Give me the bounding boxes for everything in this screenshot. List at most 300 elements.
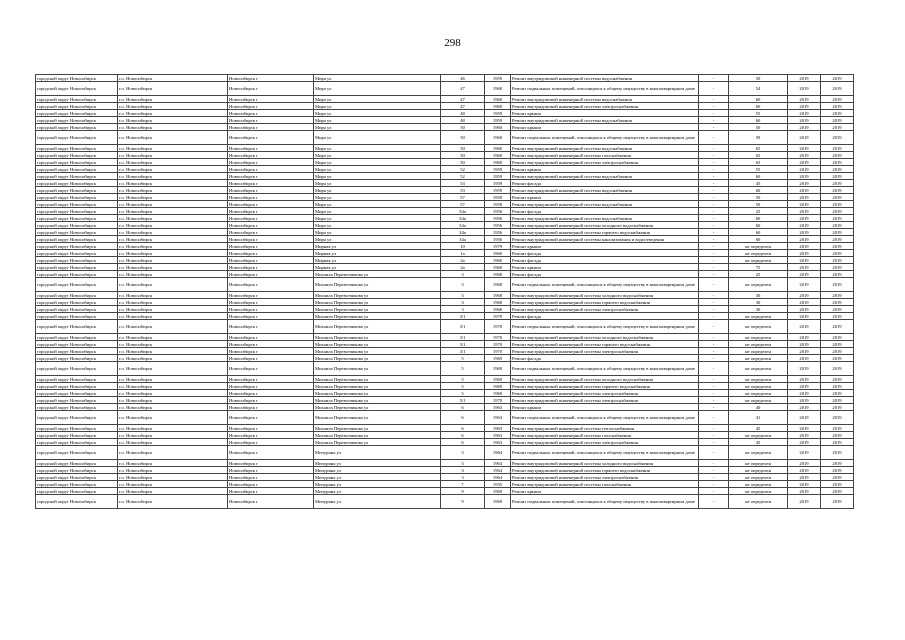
district-cell: городской округ Новосибирск	[36, 75, 118, 82]
locality-cell: Новосибирск г	[228, 355, 314, 362]
start-year-cell: 2019	[788, 264, 821, 271]
house-cell: 3/1	[441, 348, 485, 355]
district-cell: городской округ Новосибирск	[36, 383, 118, 390]
house-cell: 48	[441, 117, 485, 124]
work-type-cell: Ремонт внутридомовой инженерной системы электроснабжения	[511, 348, 699, 355]
dash-cell: -	[699, 390, 729, 397]
end-year-cell: 2019	[821, 250, 854, 257]
year-cell: 1960	[485, 145, 511, 152]
dash-cell: -	[699, 411, 729, 425]
municipality-cell: г.о. Новосибирск	[118, 488, 228, 495]
end-year-cell: 2019	[821, 404, 854, 411]
work-type-cell: Ремонт внутридомовой инженерной системы горячего водоснабжения	[511, 467, 699, 474]
table-row	[36, 474, 854, 481]
cost-cell: 30	[729, 306, 788, 313]
street-cell: Мира ул	[314, 236, 441, 243]
start-year-cell: 2019	[788, 194, 821, 201]
locality-cell: Новосибирск г	[228, 341, 314, 348]
dash-cell: -	[699, 145, 729, 152]
dash-cell: -	[699, 159, 729, 166]
table-row	[36, 495, 854, 509]
work-type-cell: Ремонт подвальных помещений, относящихся к общему имуществу в многоквартирном доме	[511, 320, 699, 334]
cost-cell: не определен	[729, 467, 788, 474]
work-type-cell: Ремонт внутридомовой инженерной системы водоснабжения	[511, 215, 699, 222]
year-cell: 1960	[485, 124, 511, 131]
street-cell: Мира ул	[314, 215, 441, 222]
table-row	[36, 425, 854, 432]
locality-cell: Новосибирск г	[228, 383, 314, 390]
dash-cell: -	[699, 257, 729, 264]
municipality-cell: г.о. Новосибирск	[118, 362, 228, 376]
table-row	[36, 320, 854, 334]
table-row	[36, 397, 854, 404]
locality-cell: Новосибирск г	[228, 271, 314, 278]
work-type-cell: Ремонт крыши	[511, 110, 699, 117]
street-cell: Мира ул	[314, 145, 441, 152]
municipality-cell: г.о. Новосибирск	[118, 383, 228, 390]
work-type-cell: Ремонт внутридомовой инженерной системы холодного водоснабжения	[511, 334, 699, 341]
municipality-cell: г.о. Новосибирск	[118, 446, 228, 460]
municipality-cell: г.о. Новосибирск	[118, 264, 228, 271]
dash-cell: -	[699, 82, 729, 96]
dash-cell: -	[699, 271, 729, 278]
municipality-cell: г.о. Новосибирск	[118, 306, 228, 313]
table-row	[36, 96, 854, 103]
municipality-cell: г.о. Новосибирск	[118, 222, 228, 229]
end-year-cell: 2019	[821, 257, 854, 264]
street-cell: Михаила Перевозчикова ул	[314, 397, 441, 404]
municipality-cell: г.о. Новосибирск	[118, 495, 228, 509]
start-year-cell: 2019	[788, 341, 821, 348]
year-cell: 1968	[485, 299, 511, 306]
house-cell: 34а	[441, 215, 485, 222]
house-cell: 48	[441, 110, 485, 117]
house-cell: 3	[441, 460, 485, 467]
dash-cell: -	[699, 215, 729, 222]
table-row	[36, 145, 854, 152]
year-cell: 1964	[485, 467, 511, 474]
locality-cell: Новосибирск г	[228, 243, 314, 250]
table-row	[36, 152, 854, 159]
dash-cell: -	[699, 194, 729, 201]
street-cell: Мира ул	[314, 96, 441, 103]
end-year-cell: 2019	[821, 376, 854, 383]
locality-cell: Новосибирск г	[228, 201, 314, 208]
end-year-cell: 2019	[821, 355, 854, 362]
dash-cell: -	[699, 404, 729, 411]
municipality-cell: г.о. Новосибирск	[118, 215, 228, 222]
end-year-cell: 2019	[821, 96, 854, 103]
start-year-cell: 2019	[788, 103, 821, 110]
start-year-cell: 2019	[788, 131, 821, 145]
table-row	[36, 173, 854, 180]
table-row	[36, 355, 854, 362]
cost-cell: 65	[729, 145, 788, 152]
locality-cell: Новосибирск г	[228, 348, 314, 355]
street-cell: Михаила Перевозчикова ул	[314, 320, 441, 334]
table-row	[36, 236, 854, 243]
district-cell: городской округ Новосибирск	[36, 124, 118, 131]
street-cell: Мира ул	[314, 110, 441, 117]
district-cell: городской округ Новосибирск	[36, 313, 118, 320]
locality-cell: Новосибирск г	[228, 313, 314, 320]
district-cell: городской округ Новосибирск	[36, 180, 118, 187]
year-cell: 1960	[485, 264, 511, 271]
locality-cell: Новосибирск г	[228, 432, 314, 439]
house-cell: 2а	[441, 264, 485, 271]
dash-cell: -	[699, 250, 729, 257]
street-cell: Мичурина ул	[314, 474, 441, 481]
dash-cell: -	[699, 292, 729, 299]
house-cell: 5/1	[441, 397, 485, 404]
municipality-cell: г.о. Новосибирск	[118, 432, 228, 439]
locality-cell: Новосибирск г	[228, 390, 314, 397]
house-cell: 34а	[441, 222, 485, 229]
work-type-cell: Ремонт внутридомовой инженерной системы горячего водоснабжения	[511, 341, 699, 348]
year-cell: 1960	[485, 159, 511, 166]
start-year-cell: 2019	[788, 460, 821, 467]
year-cell: 1960	[485, 152, 511, 159]
municipality-cell: г.о. Новосибирск	[118, 411, 228, 425]
house-cell: 3	[441, 446, 485, 460]
end-year-cell: 2019	[821, 390, 854, 397]
district-cell: городской округ Новосибирск	[36, 306, 118, 313]
dash-cell: -	[699, 180, 729, 187]
house-cell: 47	[441, 96, 485, 103]
municipality-cell: г.о. Новосибирск	[118, 299, 228, 306]
municipality-cell: г.о. Новосибирск	[118, 320, 228, 334]
work-type-cell: Ремонт внутридомовой инженерной системы водоснабжения	[511, 201, 699, 208]
work-type-cell: Ремонт фасада	[511, 313, 699, 320]
house-cell: 3	[441, 271, 485, 278]
work-type-cell: Ремонт внутридомовой инженерной системы водоснабжения	[511, 75, 699, 82]
end-year-cell: 2019	[821, 341, 854, 348]
start-year-cell: 2019	[788, 348, 821, 355]
house-cell: 50	[441, 152, 485, 159]
dash-cell: -	[699, 166, 729, 173]
district-cell: городской округ Новосибирск	[36, 82, 118, 96]
work-type-cell: Ремонт крыши	[511, 166, 699, 173]
end-year-cell: 2019	[821, 397, 854, 404]
dash-cell: -	[699, 236, 729, 243]
locality-cell: Новосибирск г	[228, 306, 314, 313]
municipality-cell: г.о. Новосибирск	[118, 201, 228, 208]
work-type-cell: Ремонт внутридомовой инженерной системы электроснабжения	[511, 159, 699, 166]
end-year-cell: 2019	[821, 306, 854, 313]
start-year-cell: 2019	[788, 383, 821, 390]
year-cell: 1935	[485, 481, 511, 488]
house-cell: 3	[441, 292, 485, 299]
municipality-cell: г.о. Новосибирск	[118, 376, 228, 383]
street-cell: Мира ул	[314, 131, 441, 145]
start-year-cell: 2019	[788, 159, 821, 166]
end-year-cell: 2019	[821, 320, 854, 334]
cost-cell: 65	[729, 152, 788, 159]
end-year-cell: 2019	[821, 432, 854, 439]
district-cell: городской округ Новосибирск	[36, 271, 118, 278]
district-cell: городской округ Новосибирск	[36, 208, 118, 215]
dash-cell: -	[699, 208, 729, 215]
cost-cell: 50	[729, 201, 788, 208]
district-cell: городской округ Новосибирск	[36, 103, 118, 110]
locality-cell: Новосибирск г	[228, 110, 314, 117]
street-cell: Михаила Перевозчикова ул	[314, 362, 441, 376]
municipality-cell: г.о. Новосибирск	[118, 425, 228, 432]
work-type-cell: Ремонт внутридомовой инженерной системы электроснабжения	[511, 397, 699, 404]
house-cell: 1а	[441, 250, 485, 257]
year-cell: 1970	[485, 334, 511, 341]
dash-cell: -	[699, 467, 729, 474]
municipality-cell: г.о. Новосибирск	[118, 397, 228, 404]
dash-cell: -	[699, 124, 729, 131]
district-cell: городской округ Новосибирск	[36, 201, 118, 208]
dash-cell: -	[699, 75, 729, 82]
district-cell: городской округ Новосибирск	[36, 117, 118, 124]
table-row	[36, 306, 854, 313]
house-cell: 57	[441, 201, 485, 208]
district-cell: городской округ Новосибирск	[36, 432, 118, 439]
start-year-cell: 2019	[788, 495, 821, 509]
end-year-cell: 2019	[821, 201, 854, 208]
district-cell: городской округ Новосибирск	[36, 257, 118, 264]
year-cell: 1970	[485, 397, 511, 404]
work-type-cell: Ремонт подвальных помещений, относящихся к общему имуществу в многоквартирном доме	[511, 495, 699, 509]
work-type-cell: Ремонт внутридомовой инженерной системы холодного водоснабжения	[511, 460, 699, 467]
table-row	[36, 348, 854, 355]
district-cell: городской округ Новосибирск	[36, 460, 118, 467]
end-year-cell: 2019	[821, 313, 854, 320]
year-cell: 1979	[485, 243, 511, 250]
start-year-cell: 2019	[788, 404, 821, 411]
start-year-cell: 2019	[788, 390, 821, 397]
street-cell: Михаила Перевозчикова ул	[314, 411, 441, 425]
locality-cell: Новосибирск г	[228, 208, 314, 215]
locality-cell: Новосибирск г	[228, 474, 314, 481]
locality-cell: Новосибирск г	[228, 467, 314, 474]
end-year-cell: 2019	[821, 439, 854, 446]
municipality-cell: г.о. Новосибирск	[118, 355, 228, 362]
start-year-cell: 2019	[788, 257, 821, 264]
start-year-cell: 2019	[788, 397, 821, 404]
year-cell: 1960	[485, 131, 511, 145]
locality-cell: Новосибирск г	[228, 278, 314, 292]
table-row	[36, 446, 854, 460]
house-cell: 7	[441, 481, 485, 488]
locality-cell: Новосибирск г	[228, 117, 314, 124]
year-cell: 1963	[485, 425, 511, 432]
work-type-cell: Ремонт внутридомовой инженерной системы холодного водоснабжения	[511, 292, 699, 299]
cost-cell: не определен	[729, 257, 788, 264]
table-row	[36, 341, 854, 348]
house-cell: 6	[441, 404, 485, 411]
house-cell: 3	[441, 299, 485, 306]
street-cell: Мира ул	[314, 201, 441, 208]
year-cell: 1956	[485, 236, 511, 243]
locality-cell: Новосибирск г	[228, 481, 314, 488]
municipality-cell: г.о. Новосибирск	[118, 481, 228, 488]
dash-cell: -	[699, 376, 729, 383]
start-year-cell: 2019	[788, 75, 821, 82]
district-cell: городской округ Новосибирск	[36, 292, 118, 299]
start-year-cell: 2019	[788, 467, 821, 474]
cost-cell: 60	[729, 222, 788, 229]
street-cell: Михаила Перевозчикова ул	[314, 341, 441, 348]
work-type-cell: Ремонт внутридомовой инженерной системы электроснабжения	[511, 474, 699, 481]
year-cell: 1959	[485, 117, 511, 124]
work-type-cell: Ремонт подвальных помещений, относящихся к общему имуществу в многоквартирном доме	[511, 446, 699, 460]
cost-cell: 60	[729, 103, 788, 110]
street-cell: Мира ул	[314, 124, 441, 131]
work-type-cell: Ремонт внутридомовой инженерной системы газоснабжения	[511, 432, 699, 439]
work-type-cell: Ремонт фасада	[511, 180, 699, 187]
cost-cell: не определен	[729, 383, 788, 390]
municipality-cell: г.о. Новосибирск	[118, 110, 228, 117]
house-cell: 53	[441, 180, 485, 187]
house-cell: 9	[441, 495, 485, 509]
municipality-cell: г.о. Новосибирск	[118, 271, 228, 278]
start-year-cell: 2019	[788, 313, 821, 320]
work-type-cell: Ремонт внутридомовой инженерной системы водоснабжения	[511, 173, 699, 180]
house-cell: 9	[441, 488, 485, 495]
table-row	[36, 250, 854, 257]
start-year-cell: 2019	[788, 208, 821, 215]
start-year-cell: 2019	[788, 215, 821, 222]
start-year-cell: 2019	[788, 236, 821, 243]
district-cell: городской округ Новосибирск	[36, 488, 118, 495]
street-cell: Мичурина ул	[314, 495, 441, 509]
street-cell: Михаила Перевозчикова ул	[314, 376, 441, 383]
table-row	[36, 390, 854, 397]
table-row	[36, 460, 854, 467]
dash-cell: -	[699, 320, 729, 334]
table-row	[36, 110, 854, 117]
street-cell: Мирная ул	[314, 250, 441, 257]
year-cell: 1969	[485, 355, 511, 362]
cost-cell: не определен	[729, 278, 788, 292]
dash-cell: -	[699, 131, 729, 145]
house-cell: 5	[441, 390, 485, 397]
start-year-cell: 2019	[788, 110, 821, 117]
end-year-cell: 2019	[821, 152, 854, 159]
start-year-cell: 2019	[788, 243, 821, 250]
house-cell: 47	[441, 82, 485, 96]
table-row	[36, 264, 854, 271]
municipality-cell: г.о. Новосибирск	[118, 152, 228, 159]
municipality-cell: г.о. Новосибирск	[118, 243, 228, 250]
start-year-cell: 2019	[788, 152, 821, 159]
street-cell: Мира ул	[314, 222, 441, 229]
dash-cell: -	[699, 460, 729, 467]
start-year-cell: 2019	[788, 488, 821, 495]
end-year-cell: 2019	[821, 194, 854, 201]
year-cell: 1960	[485, 250, 511, 257]
district-cell: городской округ Новосибирск	[36, 397, 118, 404]
year-cell: 1959	[485, 110, 511, 117]
dash-cell: -	[699, 334, 729, 341]
district-cell: городской округ Новосибирск	[36, 439, 118, 446]
district-cell: городской округ Новосибирск	[36, 334, 118, 341]
municipality-cell: г.о. Новосибирск	[118, 131, 228, 145]
year-cell: 1956	[485, 215, 511, 222]
year-cell: 1956	[485, 222, 511, 229]
street-cell: Мира ул	[314, 229, 441, 236]
table-row	[36, 131, 854, 145]
street-cell: Михаила Перевозчикова ул	[314, 432, 441, 439]
table-row	[36, 292, 854, 299]
dash-cell: -	[699, 341, 729, 348]
house-cell: 5	[441, 383, 485, 390]
locality-cell: Новосибирск г	[228, 159, 314, 166]
district-cell: городской округ Новосибирск	[36, 320, 118, 334]
work-type-cell: Ремонт внутридомовой инженерной системы холодного водоснабжения	[511, 376, 699, 383]
municipality-cell: г.о. Новосибирск	[118, 341, 228, 348]
municipality-cell: г.о. Новосибирск	[118, 460, 228, 467]
end-year-cell: 2019	[821, 159, 854, 166]
locality-cell: Новосибирск г	[228, 292, 314, 299]
cost-cell: не определен	[729, 495, 788, 509]
table-row	[36, 208, 854, 215]
dash-cell: -	[699, 264, 729, 271]
district-cell: городской округ Новосибирск	[36, 187, 118, 194]
year-cell: 1964	[485, 474, 511, 481]
house-cell: 6	[441, 411, 485, 425]
municipality-cell: г.о. Новосибирск	[118, 236, 228, 243]
start-year-cell: 2019	[788, 320, 821, 334]
dash-cell: -	[699, 495, 729, 509]
year-cell: 1968	[485, 278, 511, 292]
work-type-cell: Ремонт внутридомовой инженерной системы электроснабжения	[511, 103, 699, 110]
municipality-cell: г.о. Новосибирск	[118, 103, 228, 110]
start-year-cell: 2019	[788, 271, 821, 278]
table-row	[36, 243, 854, 250]
locality-cell: Новосибирск г	[228, 425, 314, 432]
locality-cell: Новосибирск г	[228, 264, 314, 271]
street-cell: Мирная ул	[314, 264, 441, 271]
locality-cell: Новосибирск г	[228, 145, 314, 152]
locality-cell: Новосибирск г	[228, 152, 314, 159]
cost-cell: не определен	[729, 334, 788, 341]
house-cell: 6	[441, 425, 485, 432]
cost-cell: не определен	[729, 320, 788, 334]
locality-cell: Новосибирск г	[228, 229, 314, 236]
street-cell: Мира ул	[314, 82, 441, 96]
end-year-cell: 2019	[821, 264, 854, 271]
municipality-cell: г.о. Новосибирск	[118, 180, 228, 187]
municipality-cell: г.о. Новосибирск	[118, 250, 228, 257]
year-cell: 1963	[485, 404, 511, 411]
district-cell: городской округ Новосибирск	[36, 474, 118, 481]
year-cell: 1963	[485, 432, 511, 439]
cost-cell: 50	[729, 124, 788, 131]
street-cell: Мира ул	[314, 117, 441, 124]
street-cell: Мичурина ул	[314, 481, 441, 488]
district-cell: городской округ Новосибирск	[36, 250, 118, 257]
cost-cell: не определен	[729, 362, 788, 376]
locality-cell: Новосибирск г	[228, 320, 314, 334]
dash-cell: -	[699, 446, 729, 460]
locality-cell: Новосибирск г	[228, 411, 314, 425]
municipality-cell: г.о. Новосибирск	[118, 292, 228, 299]
work-type-cell: Ремонт фасада	[511, 257, 699, 264]
year-cell: 1969	[485, 495, 511, 509]
cost-cell: 60	[729, 187, 788, 194]
start-year-cell: 2019	[788, 229, 821, 236]
municipality-cell: г.о. Новосибирск	[118, 82, 228, 96]
house-cell: 50	[441, 131, 485, 145]
house-cell: 47	[441, 103, 485, 110]
district-cell: городской округ Новосибирск	[36, 411, 118, 425]
municipality-cell: г.о. Новосибирск	[118, 208, 228, 215]
